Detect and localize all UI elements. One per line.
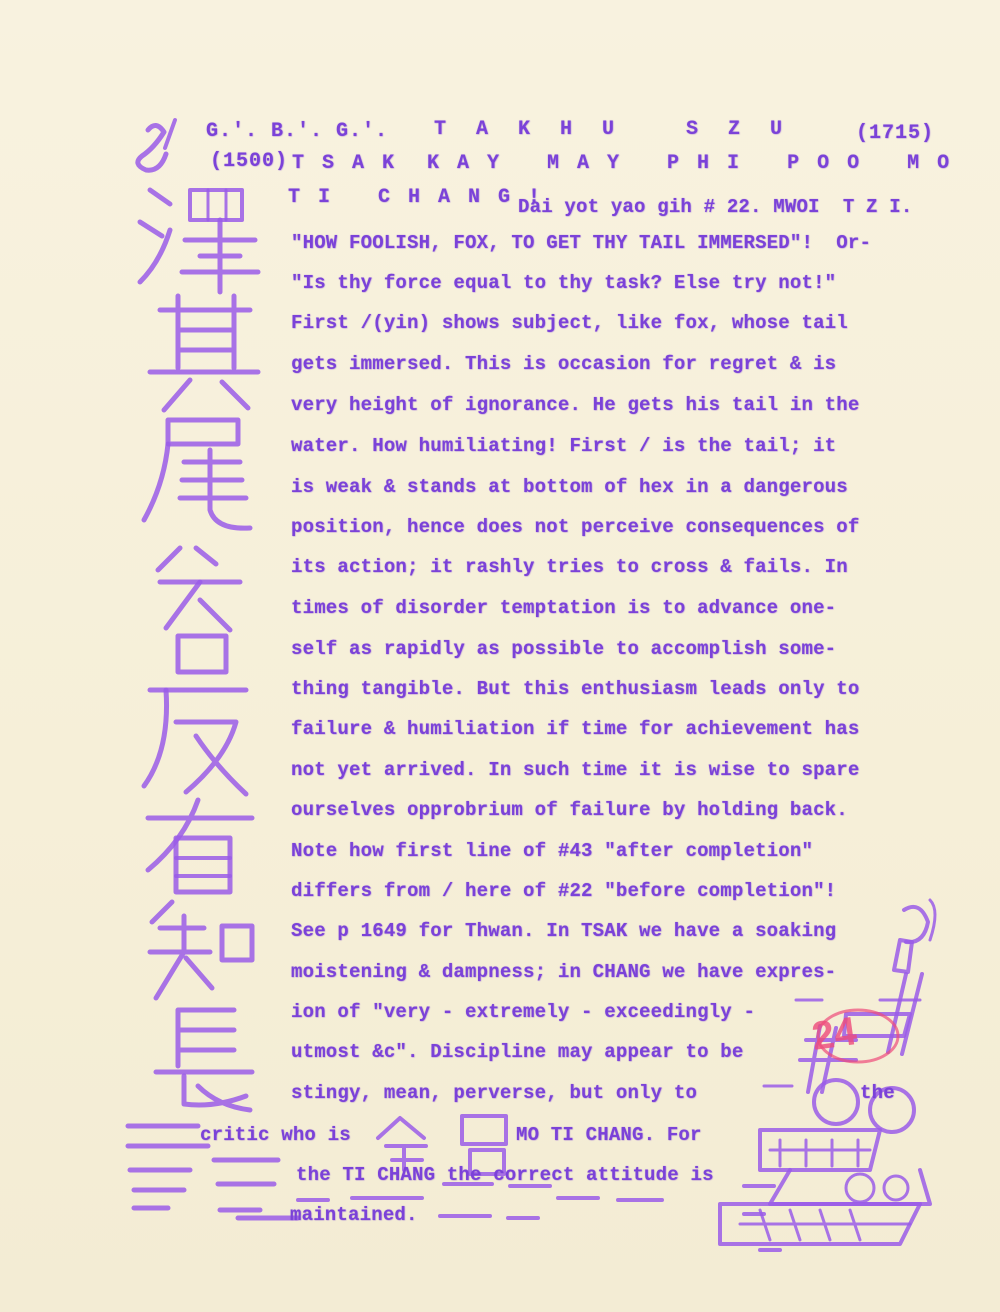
body-line: maintained.	[290, 1204, 418, 1226]
body-line: "Is thy force equal to thy task? Else try not!"	[291, 272, 837, 294]
header-page-ref-right: (1715)	[856, 122, 935, 145]
body-line: position, hence does not perceive consequences of	[291, 516, 860, 538]
handwritten-page-number-annotation: 24	[809, 1009, 860, 1059]
header-page-ref-left: (1500)	[210, 150, 289, 173]
body-line: not yet arrived. In such time it is wise to spare	[291, 759, 860, 781]
body-line: its action; it rashly tries to cross & fails. In	[291, 556, 848, 578]
body-line: See p 1649 for Thwan. In TSAK we have a soaking	[291, 920, 837, 942]
body-line: First /(yin) shows subject, like fox, whose tail	[291, 312, 848, 334]
body-line: thing tangible. But this enthusiasm leads only to	[291, 678, 860, 700]
header-line-2: T S A K K A Y M A Y P H I P O O M O	[292, 152, 953, 175]
body-line: ion of "very - extremely - exceedingly -	[291, 1001, 756, 1023]
body-line: "HOW FOOLISH, FOX, TO GET THY TAIL IMMERSED"! Or-	[291, 232, 872, 254]
header-line-3-tail: Dai yot yao gih # 22. MWOI T Z I.	[518, 196, 913, 218]
body-line: very height of ignorance. He gets his tail in the	[291, 394, 860, 416]
body-line: differs from / here of #22 "before completion"!	[291, 880, 837, 902]
body-line: gets immersed. This is occasion for regret & is	[291, 353, 837, 375]
body-line: stingy, mean, perverse, but only to	[291, 1082, 698, 1104]
body-line: failure & humiliation if time for achievement has	[291, 718, 860, 740]
body-line: the TI CHANG the correct attitude is	[296, 1164, 714, 1186]
body-line-mid: MO TI CHANG. For	[516, 1124, 702, 1146]
header-title: T A K H U S Z U	[434, 118, 792, 141]
body-line: times of disorder temptation is to advance one-	[291, 597, 837, 619]
body-line: self as rapidly as possible to accomplish some-	[291, 638, 837, 660]
body-line: critic who is	[200, 1124, 351, 1146]
body-line: moistening & dampness; in CHANG we have expres-	[291, 961, 837, 983]
body-line: is weak & stands at bottom of hex in a dangerous	[291, 476, 848, 498]
body-line-tail: the	[860, 1082, 895, 1104]
header-label-left: G.'. B.'. G.'.	[206, 120, 389, 143]
body-line: ourselves opprobrium of failure by holding back.	[291, 799, 848, 821]
header-line-3: T I C H A N G !	[288, 186, 544, 209]
body-line: utmost &c". Discipline may appear to be	[291, 1041, 744, 1063]
body-line: Note how first line of #43 "after completion"	[291, 840, 814, 862]
body-line: water. How humiliating! First / is the tail; it	[291, 435, 837, 457]
